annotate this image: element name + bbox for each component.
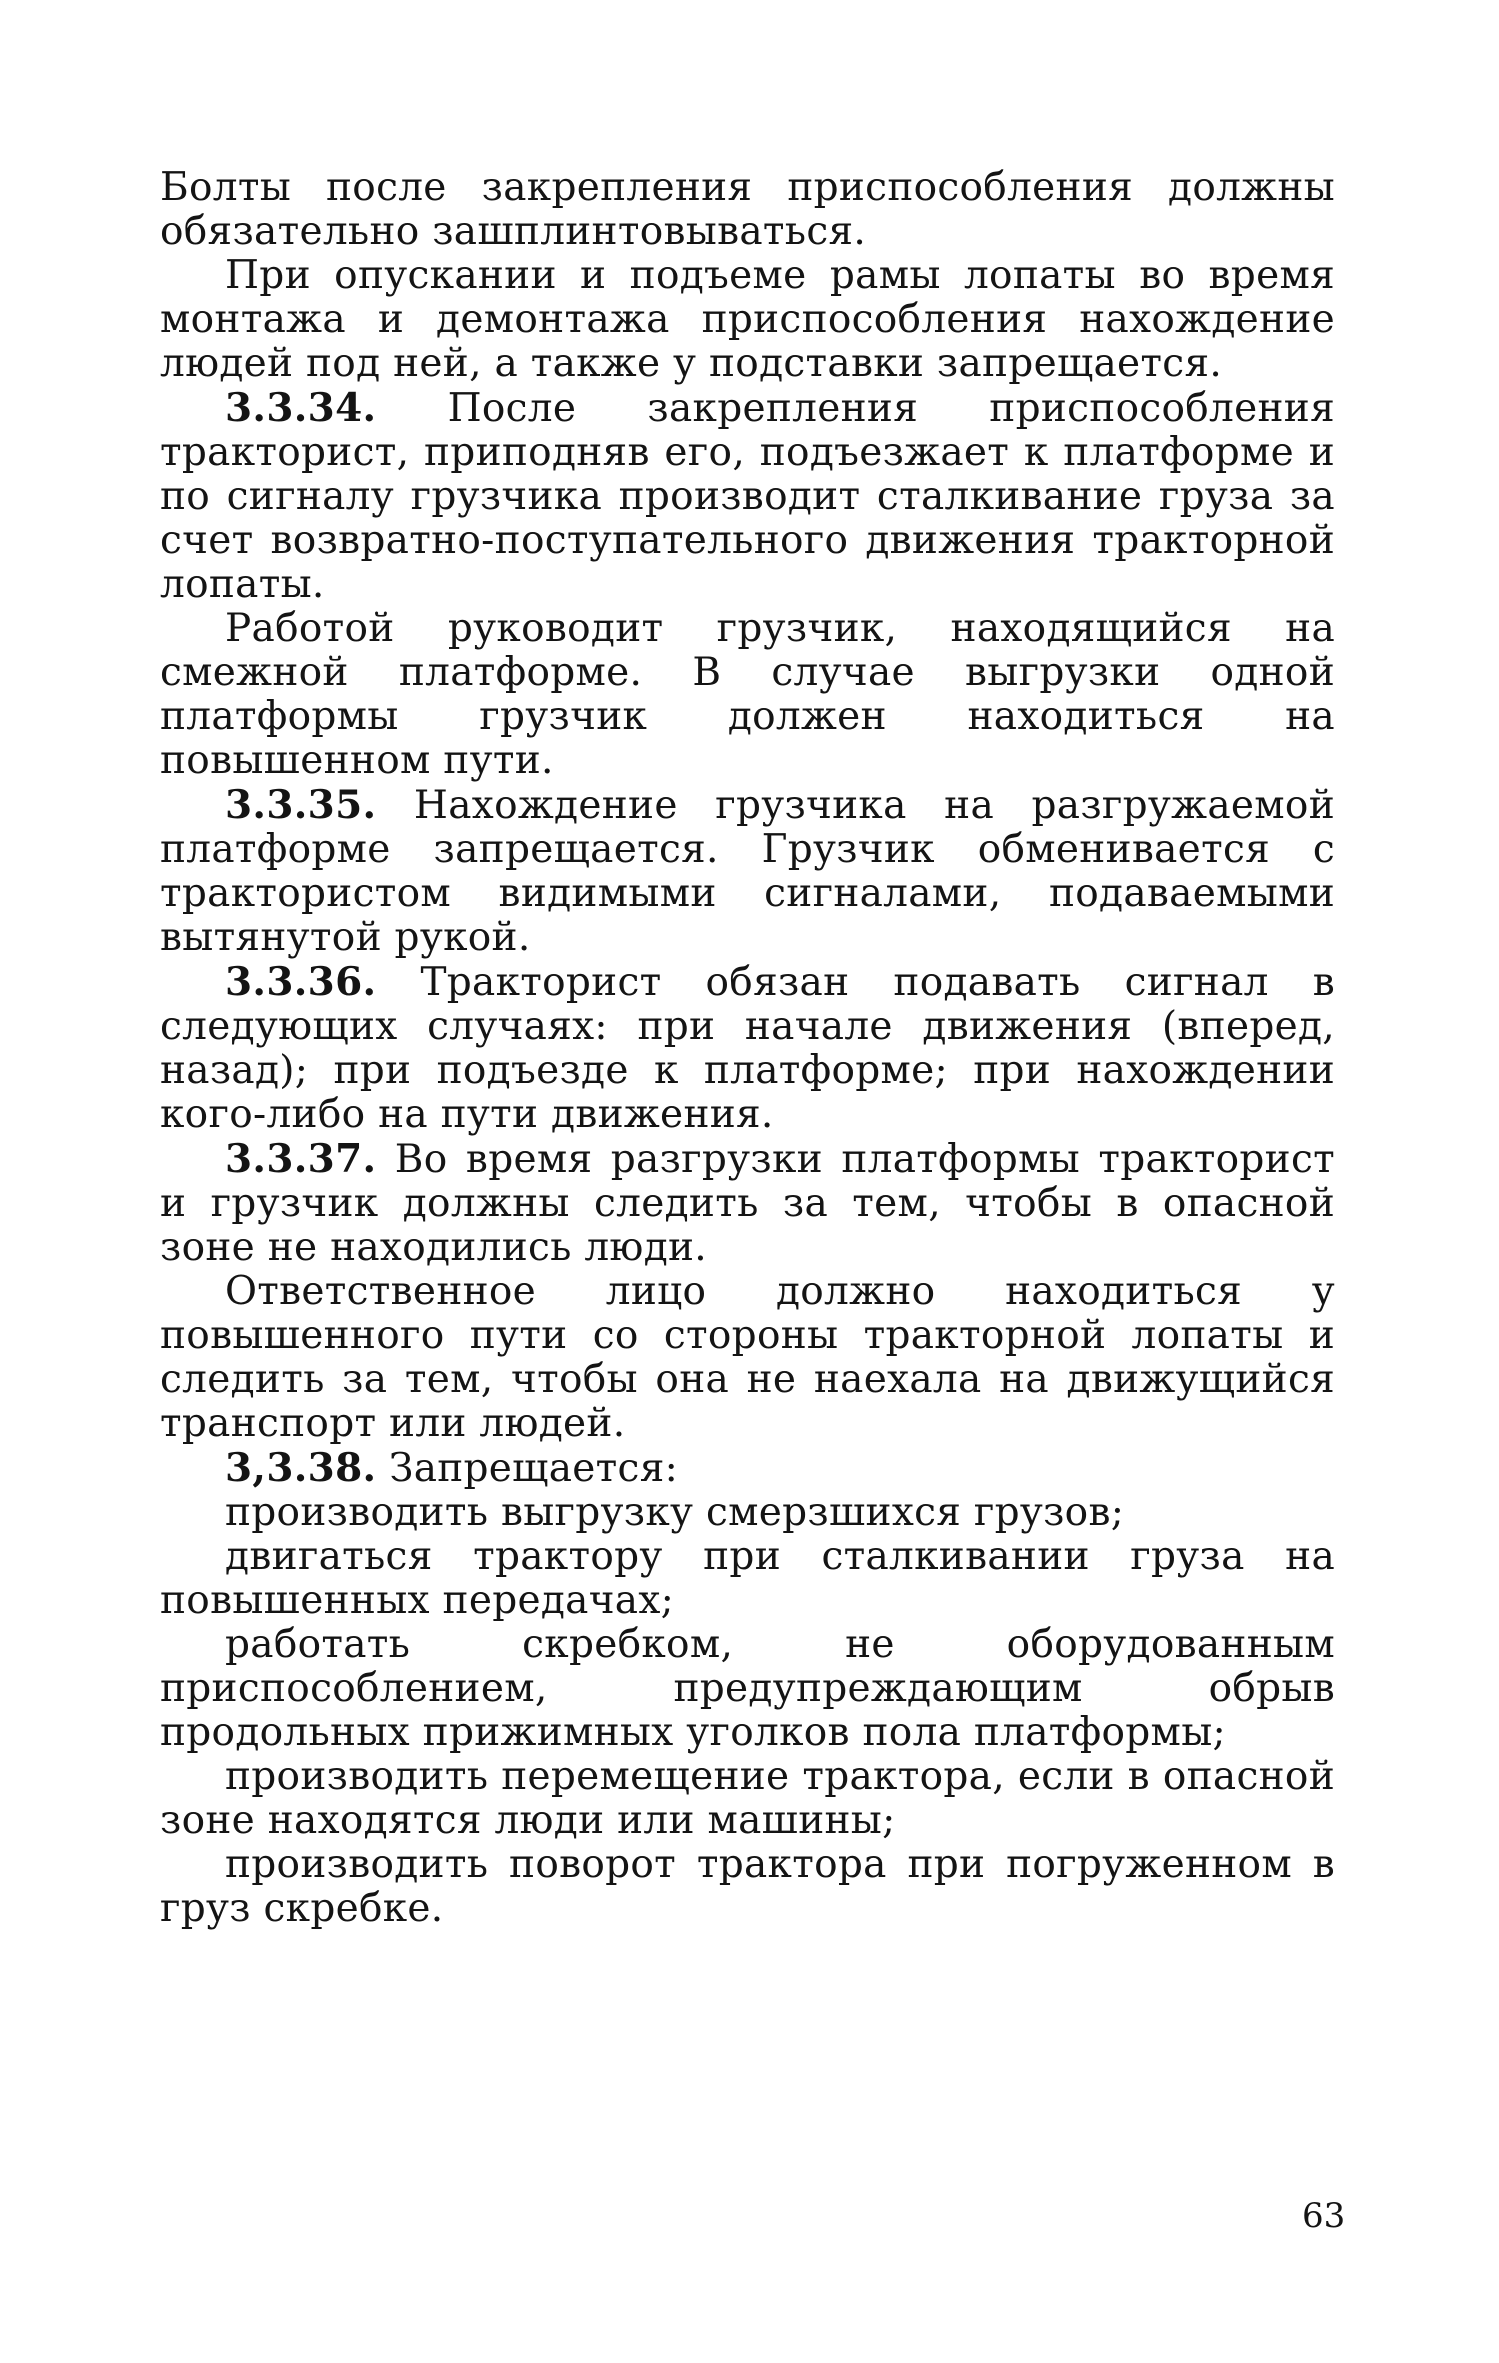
prohibition-text: производить перемещение трактора, если в опасной зоне находятся люди или машины; [160,1754,1335,1843]
paragraph-3-3-34 [160,386,1335,607]
section-number: 3.3.34. [225,385,377,431]
paragraph-3-3-37 [160,1137,1335,1270]
paragraph-text: Запрещается: [389,1446,679,1491]
paragraph-text: Ответственное лицо должно находиться у повышенного пути со стороны тракторной лопаты и следить за тем, чтобы она не наехала на движущийся транспорт или людей. [160,1269,1335,1446]
paragraph-3-3-35 [160,783,1335,960]
paragraph-text: Тракторист обязан подавать сигнал в следующих случаях: при начале движения (вперед, назад); при подъезде к платформе; при нахождении кого-либо на пути движения. [160,960,1335,1137]
paragraph-loader-directs [160,607,1335,783]
paragraph-text: После закрепления приспособления тракторист, приподняв его, подъезжает к платформе и по сигналу грузчика производит сталкивание груза за счет возвратно-поступательного движения тракторной лопаты. [160,386,1335,607]
prohibition-text: работать скребком, не оборудованным приспособлением, предупреждающим обрыв продольных прижимных уголков пола платформы; [160,1622,1335,1755]
prohibition-item [160,1535,1335,1623]
prohibition-text: двигаться трактору при сталкивании груза на повышенных передачах; [160,1534,1335,1623]
prohibition-item [160,1491,1335,1535]
prohibition-item [160,1843,1335,1931]
paragraph-responsible-person [160,1270,1335,1446]
section-number: 3.3.37. [225,1136,377,1182]
prohibition-item [160,1623,1335,1755]
section-number: 3,3.38. [225,1445,377,1491]
paragraph-text: Нахождение грузчика на разгружаемой платформе запрещается. Грузчик обменивается с трактористом видимыми сигналами, подаваемыми вытянутой рукой. [160,783,1335,960]
paragraph-text: Во время разгрузки платформы тракторист и грузчик должны следить за тем, чтобы в опасной зоне не находились люди. [160,1137,1335,1270]
prohibition-text: производить поворот трактора при погруженном в груз скребке. [160,1842,1335,1931]
paragraph-text: При опускании и подъеме рамы лопаты во время монтажа и демонтажа приспособления нахождение людей под ней, а также у подставки запрещается. [160,253,1335,386]
body-text [160,166,1335,1931]
paragraph-3-3-38 [160,1446,1335,1491]
paragraph-3-3-36 [160,960,1335,1137]
paragraph-bolts [160,166,1335,254]
paragraph-lowering-frame [160,254,1335,386]
paragraph-text: Болты после закрепления приспособления должны обязательно зашплинтовываться. [160,165,1335,254]
prohibition-text: производить выгрузку смерзшихся грузов; [225,1490,1125,1535]
section-number: 3.3.36. [225,959,377,1005]
paragraph-text: Работой руководит грузчик, находящийся на смежной платформе. В случае выгрузки одной платформы грузчик должен находиться на повышенном пути. [160,606,1335,783]
page-number: 63 [1302,2196,1346,2236]
prohibition-item [160,1755,1335,1843]
section-number: 3.3.35. [225,782,377,828]
